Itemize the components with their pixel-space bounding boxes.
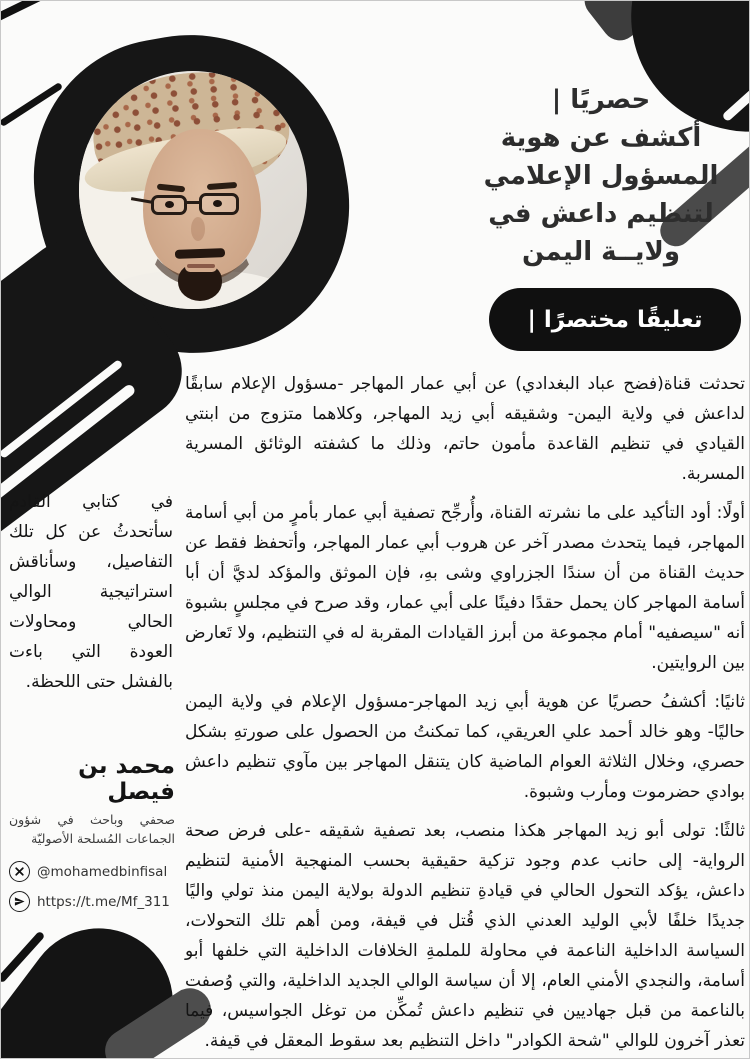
side-note: في كتابي القادم سأتحدثُ عن كل تلك التفاصيل، وسأناقش استراتيجية الوالي الحالي ومحاولات العودة التي باءت بالفشل حتى اللحظة.: [9, 492, 173, 692]
headline-line-5: ولايــة اليمن: [522, 237, 680, 267]
section-badge: [489, 288, 741, 351]
portrait-eye-left: [165, 201, 174, 208]
paragraph-third: ثالثًا: تولى أبو زيد المهاجر هكذا منصب، بعد تصفية شقيقه -على فرض صحة الرواية- إلى حانب عدم وجود تزكية حقيقية بحسب المنهجية الأمنية لتنظيم داعش، يؤكد التحول الحالي في قيادةِ تنظيم الدولة بولاية اليمن منذ تولي واليًا جديدًا خلفًا لأبي الوليد العدني الذي قُتل في قيفة، ومن أهم تلك التحولات، السياسة الداخلية الناعمة في محاولة للملمةِ الخلافات الداخلية التي خلفها أبو أسامة، والنجدي الأمني العام، إلا أن سياسة الوالي الجديد الداخلية، والتي وُصفت بالناعمة من قبل جهاديين في تنظيم داعش تُمكِّن من توغل الجواسيس، فيما تعذر آخرون للوالي "شحة الكوادر" داخل التنظيم بعد سقوط المعقل في قيفة.: [185, 821, 745, 1051]
x-handle[interactable]: @mohamedbinfisal: [37, 863, 168, 880]
author-block: [9, 753, 175, 921]
portrait-glasses-bridge: [185, 201, 201, 204]
author-title: صحفي وباحث في شؤون الجماعات المُسلحة الأصوليّة: [9, 812, 175, 846]
section-badge-label: تعليقًا مختصرًا |: [527, 306, 703, 333]
headline-line-3: المسؤول الإعلامي: [483, 161, 719, 191]
x-icon: [9, 861, 30, 882]
paragraph-first: أولًا: أود التأكيد على ما نشرته القناة، وأُرجِّح تصفية أبي عمار بأمرٍ من أبي أسامة المهاجر، فيما يتحدث مصدر آخر عن هروب أبي عمار المهاجر، وأتحفظ فقط عن حديث القناة من أن سندًا الجزراوي وشى بهِ، فإن الموثق والمؤكد لديَّ أن أبا أسامة المهاجر كان يحمل حقدًا دفينًا على أبي عمار، وقد صرح في مجلسٍ بشبوة أنه "سيصفيه" أمام مجموعة من أبرز القيادات المقربة له في التنظيم، ولا تَعارض بين الروايتين.: [185, 503, 745, 673]
paragraph-intro: تحدثت قناة(فضح عباد البغدادي) عن أبي عمار المهاجر -مسؤول الإعلام سابقًا لداعش في ولاية اليمن- وشقيقه أبي زيد المهاجر، وكلاهما متزوج من ابنتي القيادي في تنظيم القاعدة مأمون حاتم، وذلك ما كشفته الوثائق المسرية المسربة.: [185, 374, 745, 484]
headline-line-1: حصريًا |: [551, 85, 651, 115]
headline-block: [455, 81, 747, 271]
x-handle-row[interactable]: [9, 861, 175, 882]
headline-line-4: لتنظيم داعش في: [488, 199, 714, 229]
headline-line-2: أكشف عن هوية: [500, 123, 702, 153]
portrait-photo: [79, 71, 307, 309]
portrait-mustache: [175, 248, 225, 259]
telegram-row[interactable]: [9, 891, 175, 912]
author-name: محمد بن فيصل: [78, 753, 175, 805]
telegram-link[interactable]: https://t.me/Mf_311: [37, 893, 170, 910]
portrait-eye-right: [213, 200, 222, 207]
paragraph-second: ثانيًا: أكشفُ حصريًا عن هوية أبي زيد المهاجر-مسؤول الإعلام في ولاية اليمن حاليًا- وهو خالد أحمد علي العريقي، كما تمكنتُ من الحصول على صورتهِ بشكل حصري، وخلال الثلاثة العوام الماضية كان يتنقل المهاجر بين مآوي تنظيم داعش بوادي حضرموت ومأرب وشبوة.: [185, 692, 745, 802]
article-body: [185, 369, 745, 1059]
top-left-stripe-1: [0, 0, 48, 22]
portrait-nose: [191, 217, 205, 241]
portrait-mouth: [187, 264, 215, 268]
telegram-icon: [9, 891, 30, 912]
social-links: [9, 861, 175, 912]
